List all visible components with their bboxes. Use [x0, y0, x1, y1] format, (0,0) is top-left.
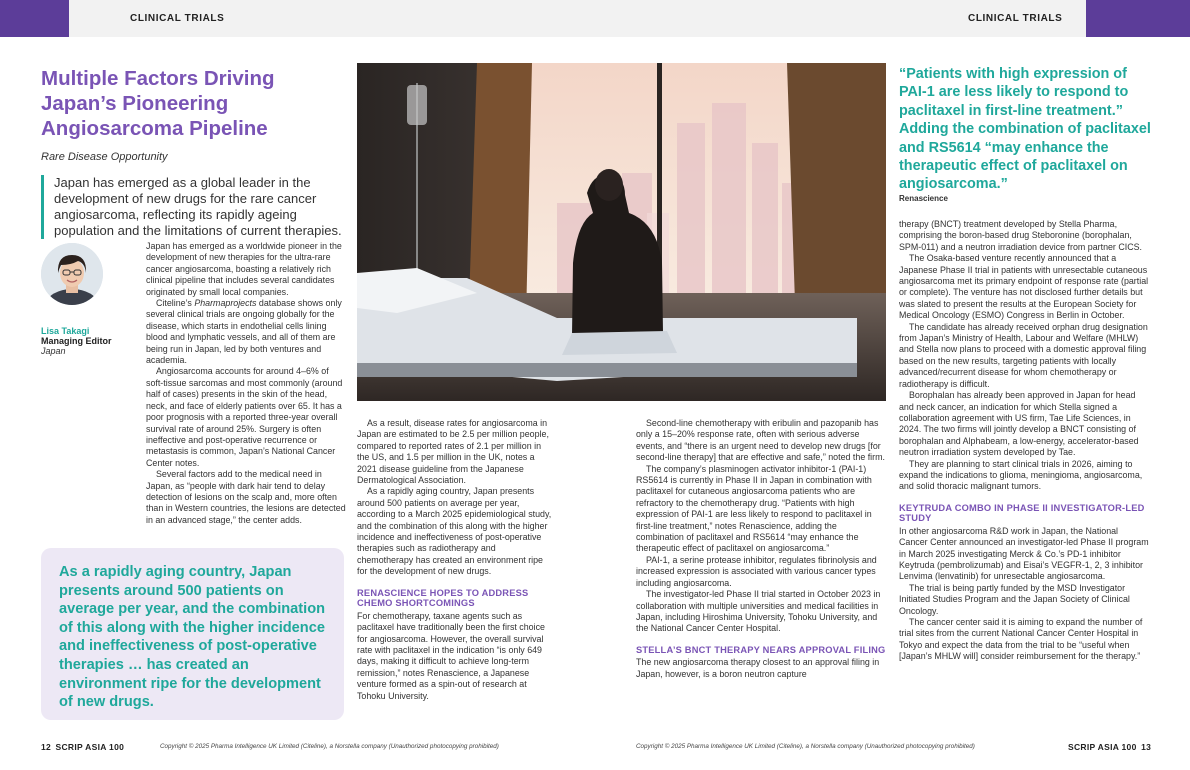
paragraph: They are planning to start clinical trials in 2026, aiming to expand the indications to glioma, meningioma, angiosarcoma, and solid thoracic malignant tumors.: [899, 458, 1143, 492]
paragraph: The Osaka-based venture recently announced that a Japanese Phase II trial in patients with unresectable cutaneous angiosarcoma met its primary endpoint of response rate (partial or complete). The venture has not disclosed further details but was slated to present the results at the European Society for Medical Oncology (ESMO) Congress in Berlin in October.: [899, 253, 1149, 321]
paragraph: Japan has emerged as a worldwide pioneer in the development of new therapies for the ultra-rare cancer angiosarcoma, boasting a relatively rich clinical pipeline that includes several candidates originated by small local companies.: [146, 241, 342, 297]
paragraph: In other angiosarcoma R&D work in Japan, the National Cancer Center announced an investigator-led Phase II program in March 2025 investigating Merck & Co.’s PD-1 inhibitor Keytruda (pembrolizumab) and Eisai’s VEGFR-1, 2, 3 inhibitor Lenvima (lenvatinib) for unresectable angiosarcoma.: [899, 525, 1149, 582]
paragraph: For chemotherapy, taxane agents such as paclitaxel have traditionally been the first choice for angiosarcoma. However, the overall survival rate with paclitaxel in the indication “is only 649 days, making it difficult to achieve long-term remission,” notes Renascience, a Japanese venture formed as a spin-out of research at Tohoku University.: [357, 610, 545, 701]
pull-quote-source: Renascience: [899, 194, 948, 203]
paragraph: Second-line chemotherapy with eribulin and pazopanib has only a 15–20% response rate, often with serious adverse events, and “there is an urgent need to develop new drugs [for second-line therapy] that are effective and safe,” noted the firm.: [636, 418, 885, 463]
page-number-right: 13: [1141, 742, 1152, 752]
paragraph: Angiosarcoma accounts for around 4–6% of soft-tissue sarcomas and most commonly (around half of cases) presents in the skin of the head, neck, and face of elderly patients over 65. It has a poor prognosis with a reported three-year overall survival rate of around 25%. Surgery is often ineffective and post-operative recurrence or metastasis is common, Japan’s National Cancer Center notes.: [146, 366, 343, 468]
paragraph: As a rapidly aging country, Japan presents around 500 patients on average per year, according to a March 2025 epidemiological study, and the combination of this along with the higher incidence and ineffectiveness of post-operative therapies such as radiotherapy and chemotherapy has created an environment ripe for the development of new drugs.: [357, 486, 552, 577]
copyright-right: Copyright © 2025 Pharma Intelligence UK Limited (Citeline), a Norstella company (Unauthorized photocopying prohibited): [636, 743, 975, 750]
publication-name-left: SCRIP ASIA 100: [55, 742, 125, 752]
section-heading: STELLA’S BNCT THERAPY NEARS APPROVAL FILING: [636, 644, 886, 655]
paragraph: Several factors add to the medical need in Japan, as “people with dark hair tend to delay detection of lesions on the scalp and, more often than in Western countries, the lesions are detected in an advanced stage,” the center adds.: [146, 469, 346, 525]
paragraph: Borophalan has already been approved in Japan for head and neck cancer, an indication for which Stella signed a collaboration agreement with US firm, Tae Life Sciences, in 2024. The two firms will jointly develop a BNCT consisting of borophalan and Alphabeam, a low-energy, accelerator-based neutron irradiation system developed by Tae.: [899, 390, 1139, 458]
article-subtitle: Rare Disease Opportunity: [41, 151, 168, 163]
author-name: Lisa Takagi: [41, 326, 90, 336]
footer-right: [1068, 742, 1151, 752]
pull-quote-right: “Patients with high expression of PAI-1 are less likely to respond to paclitaxel in first-line treatment.” Adding the combination of paclitaxel and RS5614 “may enhance the therapeutic effect of paclitaxel on angiosarcoma.”: [899, 66, 1151, 193]
page-number-left: 12: [41, 742, 52, 752]
paragraph: The investigator-led Phase II trial started in October 2023 in collaboration with multiple universities and medical facilities in Japan, including Hiroshima University, Tohoku University, and the National Cancer Center Hospital.: [636, 589, 881, 634]
paragraph: therapy (BNCT) treatment developed by Stella Pharma, comprising the boron-based drug Steboronine (borophalan, SPM-011) and a neutron irradiation device from partner CICS.: [899, 219, 1143, 252]
column-1: [146, 241, 346, 526]
footer-left: [41, 742, 124, 752]
article-title: Multiple Factors Driving Japan’s Pioneering Angiosarcoma Pipeline: [41, 67, 275, 140]
hospital-room-photo: [357, 63, 886, 401]
column-4: [899, 219, 1149, 663]
paragraph: The cancer center said it is aiming to expand the number of trial sites from the current National Cancer Center Hospital in Tokyo and expect the data from the trial to be “useful when [Japan’s MHLW will] consider reimbursement for the therapy.”: [899, 617, 1143, 662]
paragraph: The trial is being partly funded by the MSD Investigator Initiated Studies Program and the Japan Society of Clinical Oncology.: [899, 582, 1130, 616]
header-accent-right: [1086, 0, 1190, 37]
publication-name-right: SCRIP ASIA 100: [1068, 742, 1137, 752]
section-heading: RENASCIENCE HOPES TO ADDRESS CHEMO SHORTCOMINGS: [357, 587, 529, 609]
section-label-right: CLINICAL TRIALS: [968, 13, 1063, 24]
paragraph: PAI-1, a serine protease inhibitor, regulates fibrinolysis and increased expression is associated with various cancer types including angiosarcoma.: [636, 554, 877, 588]
standfirst: Japan has emerged as a global leader in the development of new drugs for the rare cancer angiosarcoma, reflecting its rapidly ageing population and the limitations of current therapies.: [41, 175, 359, 239]
author-block: [41, 326, 141, 356]
paragraph: The candidate has already received orphan drug designation from Japan’s Ministry of Health, Labour and Welfare (MHLW) and Stella now plans to proceed with a domestic approval filing based on the new results, targeting patients with locally advanced/recurrent disease for whom chemotherapy or radiotherapy is difficult.: [899, 321, 1148, 389]
pull-quote-box: As a rapidly aging country, Japan presents around 500 patients on average per year, and the combination of this along with the higher incidence and ineffectiveness of post-operative therapies … has created an environment ripe for the development of new drugs.: [41, 548, 344, 720]
author-location: Japan: [41, 346, 66, 356]
paragraph: Citeline’s Pharmaprojects database shows only several clinical trials are ongoing globally for the disease, which starts in endothelial cells lining blood and lymphatic vessels, and all of them are being run in Japan, led by both ventures and academia.: [146, 298, 342, 366]
section-label-left: CLINICAL TRIALS: [130, 13, 225, 24]
column-3: [636, 418, 886, 680]
copyright-left: Copyright © 2025 Pharma Intelligence UK Limited (Citeline), a Norstella company (Unauthorized photocopying prohibited): [160, 743, 499, 750]
paragraph: The company’s plasminogen activator inhibitor-1 (PAI-1) RS5614 is currently in Phase II in Japan in combination with paclitaxel for cutaneous angiosarcoma patients who are refractory to the chemotherapy drug. “Patients with high expression of PAI-1 are less likely to respond to paclitaxel in first-line treatment,” notes Renascience, adding the combination of paclitaxel and RS5614 “may enhance the therapeutic effect of paclitaxel on angiosarcoma.”: [636, 463, 872, 554]
paragraph: The new angiosarcoma therapy closest to an approval filing in Japan, however, is a boron neutron capture: [636, 657, 880, 679]
header-accent-left: [0, 0, 69, 37]
author-avatar: [41, 243, 103, 305]
paragraph: As a result, disease rates for angiosarcoma in Japan are estimated to be 2.5 per million people, compared to reported rates of 2.1 per million in the US, and 1.5 per million in the UK, notes a 2021 disease guideline from the Japanese Dermatological Association.: [357, 418, 549, 486]
author-role: Managing Editor: [41, 336, 112, 346]
section-heading: KEYTRUDA COMBO IN PHASE II INVESTIGATOR-LED STUDY: [899, 502, 1145, 524]
column-2: [357, 418, 552, 702]
